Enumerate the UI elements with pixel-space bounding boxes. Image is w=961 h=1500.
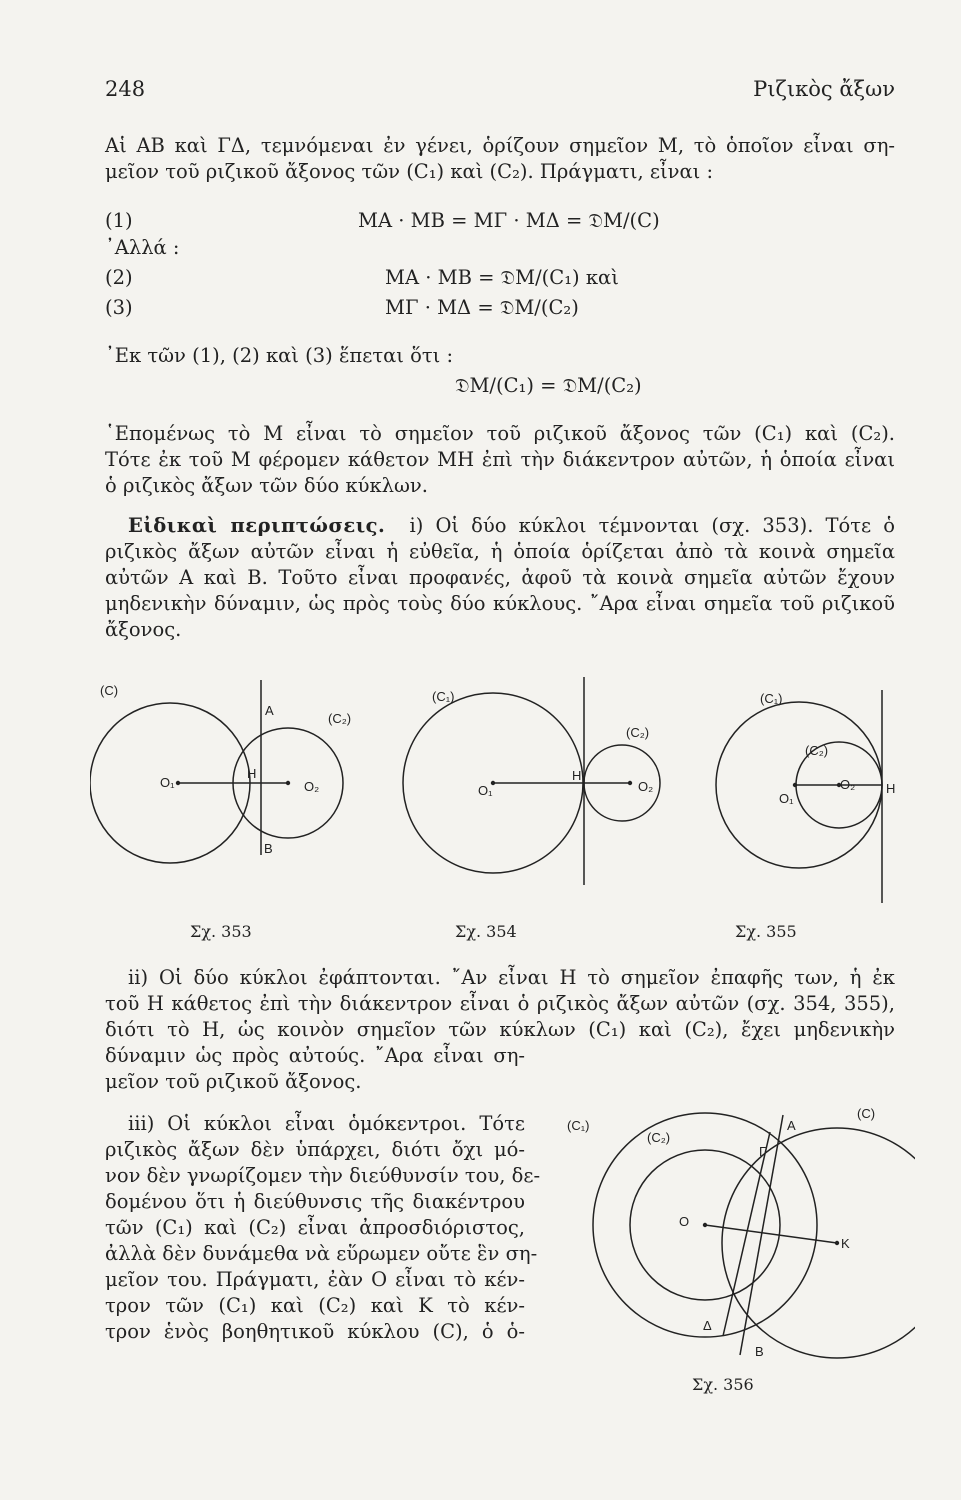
text-line: ὁ ριζικὸς ἄξων τῶν δύο κύκλων. <box>105 474 428 497</box>
text-line: ᾿Εκ τῶν (1), (2) καὶ (3) ἕπεται ὅτι : <box>105 344 454 367</box>
text-line: δομένου ὅτι ἡ διεύθυνσις τῆς διακέντρου <box>105 1190 525 1213</box>
label-O1: O₁ <box>779 791 794 806</box>
text-line: μεῖον τοῦ ριζικοῦ ἄξονος. <box>105 1070 362 1093</box>
label-O2: O₂ <box>638 779 654 794</box>
figure-caption: Σχ. 354 <box>455 922 517 941</box>
text-line: νον δὲν γνωρίζομεν τὴν διεύθυνσίν του, δε- <box>105 1164 541 1187</box>
equation: MΓ · MΔ = 𝔇M/(C₂) <box>385 296 579 319</box>
label-C: (C) <box>857 1106 876 1121</box>
equation: 𝔇M/(C₁) = 𝔇M/(C₂) <box>455 374 642 397</box>
label-O2: O₂ <box>840 777 856 792</box>
label-O2: O₂ <box>304 779 320 794</box>
text-line: αὐτῶν A καὶ B. Τοῦτο εἶναι προφανές, ἀφοῦ τὰ κοινὰ σημεῖα αὐτῶν ἔχουν <box>105 566 895 589</box>
label-C2: (C₂) <box>626 725 650 740</box>
label-H: H <box>247 766 257 781</box>
circle-C <box>722 1128 915 1358</box>
label-A: A <box>787 1118 796 1133</box>
text-line: ριζικὸς ἄξων δὲν ὑπάρχει, διότι ὄχι μό- <box>105 1138 525 1161</box>
text-line: ἀλλὰ δὲν δυνάμεθα νὰ εὕρωμεν οὔτε ἓν ση- <box>105 1242 538 1265</box>
text-line: μεῖον του. Πράγματι, ἐὰν Ο εἶναι τὸ κέν- <box>105 1268 525 1291</box>
text-line <box>128 514 895 538</box>
running-title: Ριζικὸς ἄξων <box>753 77 895 101</box>
label-C1: (C₁) <box>567 1118 590 1133</box>
equation: MA · MB = MΓ · MΔ = 𝔇M/(C) <box>358 209 660 232</box>
text-line: Αἱ AB καὶ ΓΔ, τεμνόμεναι ἐν γένει, ὁρίζουν σημεῖον Μ, τὸ ὁποῖον εἶναι ση- <box>105 134 895 157</box>
text-line: ἄξονος. <box>105 618 182 641</box>
equation: MA · MB = 𝔇M/(C₁) καὶ <box>385 266 619 289</box>
text-line: ῾Επομένως τὸ Μ εἶναι τὸ σημεῖον τοῦ ριζικοῦ ἄξονος τῶν (C₁) καὶ (C₂). <box>105 422 895 445</box>
text-line: iii) Οἱ κύκλοι εἶναι ὁμόκεντροι. Τότε <box>128 1112 525 1135</box>
eq-label: (2) <box>105 266 133 289</box>
label-B: B <box>264 841 273 856</box>
label-B: B <box>755 1344 764 1359</box>
text-line: ριζικὸς ἄξων αὐτῶν εἶναι ἡ εὐθεῖα, ἡ ὁποία ὁρίζεται ἀπὸ τὰ κοινὰ σημεῖα <box>105 540 895 563</box>
text-line: ii) Οἱ δύο κύκλοι ἐφάπτονται. ῎Αν εἶναι Η τὸ σημεῖον ἐπαφῆς των, ἡ ἐκ <box>128 966 895 989</box>
text-line: μεῖον τοῦ ριζικοῦ ἄξονος τῶν (C₁) καὶ (C₂). Πράγματι, εἶναι : <box>105 160 714 183</box>
figure-caption: Σχ. 356 <box>692 1375 754 1394</box>
text-line: τρον τῶν (C₁) καὶ (C₂) καὶ Κ τὸ κέν- <box>105 1294 525 1317</box>
label-C2: (C₂) <box>647 1130 671 1145</box>
text-line: τρον ἑνὸς βοηθητικοῦ κύκλου (C), ὁ ὁ- <box>105 1320 525 1343</box>
label-O1: O₁ <box>478 783 493 798</box>
figure-356 <box>555 1080 915 1370</box>
label-H: H <box>886 781 896 796</box>
point-K <box>835 1241 839 1245</box>
text-line: Τότε ἐκ τοῦ Μ φέρομεν κάθετον ΜΗ ἐπὶ τὴν διάκεντρον αὐτῶν, ἡ ὁποία εἶναι <box>105 448 895 471</box>
point-O <box>703 1223 707 1227</box>
label-A: A <box>265 703 274 718</box>
text-line: τῶν (C₁) καὶ (C₂) εἶναι ἀπροσδιόριστος, <box>105 1216 525 1239</box>
figures-353-355 <box>90 665 910 915</box>
text-line: διότι τὸ Η, ὡς κοινὸν σημεῖον τῶν κύκλων (C₁) καὶ (C₂), ἔχει μηδενικὴν <box>105 1018 895 1041</box>
text-line: τοῦ Η κάθετος ἐπὶ τὴν διάκεντρον εἶναι ὁ ριζικὸς ἄξων αὐτῶν (σχ. 354, 355), <box>105 992 895 1015</box>
label-C2: (C₂) <box>805 743 829 758</box>
label-C1: (C₁) <box>760 691 783 706</box>
label-C1: (C₁) <box>432 689 455 704</box>
section-heading: Εἰδικαὶ περιπτώσεις. <box>128 514 386 537</box>
text-line: ᾿Αλλά : <box>105 236 180 259</box>
text-line: δύναμιν ὡς πρὸς αὐτούς. ῎Αρα εἶναι ση- <box>105 1044 525 1067</box>
label-H: H <box>572 768 582 783</box>
page-number: 248 <box>105 77 146 101</box>
figure-caption: Σχ. 355 <box>735 922 797 941</box>
label-C2: (C₂) <box>328 711 352 726</box>
point-O1 <box>793 783 797 787</box>
label-O: O <box>679 1214 690 1229</box>
point-O2 <box>286 781 290 785</box>
label-C: (C) <box>100 683 119 698</box>
eq-label: (1) <box>105 209 133 232</box>
text-line: μηδενικὴν δύναμιν, ὡς πρὸς τοὺς δύο κύκλους. ῎Αρα εἶναι σημεῖα τοῦ ριζικοῦ <box>105 592 895 615</box>
label-O1: O₁ <box>160 775 175 790</box>
label-D: Δ <box>703 1318 712 1333</box>
figure-caption: Σχ. 353 <box>190 922 252 941</box>
point-O1 <box>176 781 180 785</box>
label-K: K <box>841 1236 850 1251</box>
point-O2 <box>628 781 632 785</box>
label-G: Γ <box>759 1144 767 1159</box>
eq-label: (3) <box>105 296 133 319</box>
text-run: i) Οἱ δύο κύκλοι τέμνονται (σχ. 353). Τότε ὁ <box>409 514 895 537</box>
